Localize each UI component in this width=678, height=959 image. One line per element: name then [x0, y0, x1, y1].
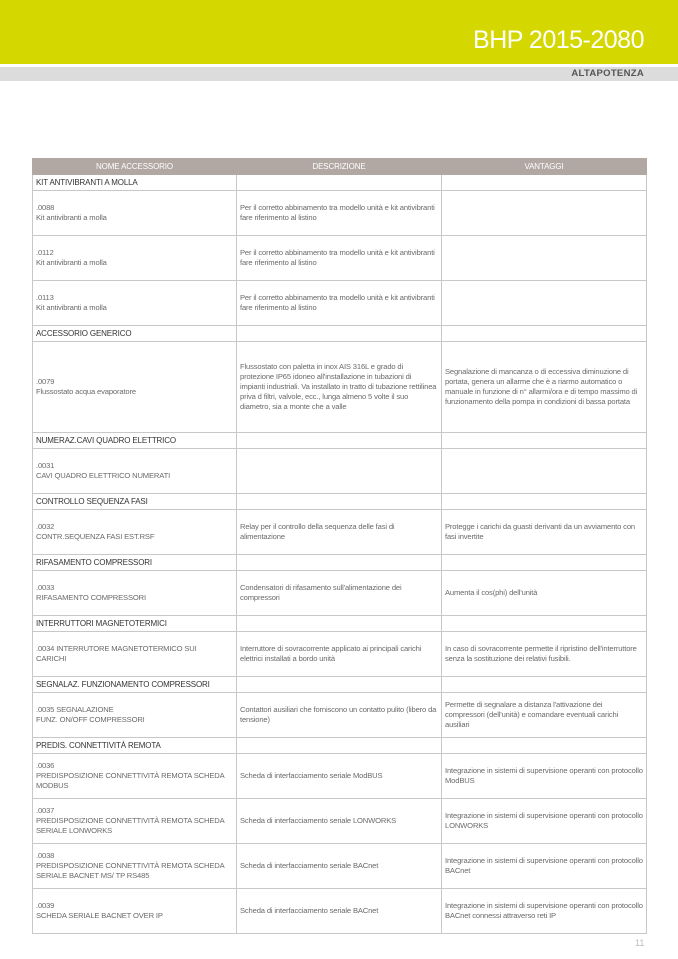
- empty-cell: [237, 175, 442, 191]
- accessory-name-cell: [33, 281, 237, 326]
- section-title: INTERRUTTORI MAGNETOTERMICI: [33, 616, 237, 632]
- accessory-name-cell: [33, 571, 237, 616]
- advantages-cell: Permette di segnalare a distanza l'attivazione dei compressori (dell'unità) e comandare eventuali carichi ausiliari: [442, 693, 647, 738]
- description-cell: Contattori ausiliari che forniscono un contatto pulito (libero da tensione): [237, 693, 442, 738]
- empty-cell: [237, 494, 442, 510]
- accessory-code: .0033: [36, 583, 55, 592]
- accessory-code: .0039: [36, 901, 55, 910]
- accessory-code: .0032: [36, 522, 55, 531]
- accessory-name-cell: [33, 191, 237, 236]
- table-row: [33, 342, 647, 433]
- section-title: RIFASAMENTO COMPRESSORI: [33, 555, 237, 571]
- accessory-name: Kit antivibranti a molla: [36, 213, 107, 222]
- accessory-name: CARICHI: [36, 654, 67, 663]
- advantages-cell: Aumenta il cos(phi) dell'unità: [442, 571, 647, 616]
- accessory-name: PREDISPOSIZIONE CONNETTIVITÀ REMOTA SCHEDA SERIALE LONWORKS: [36, 816, 225, 835]
- empty-cell: [442, 175, 647, 191]
- empty-cell: [442, 494, 647, 510]
- table-row: [33, 844, 647, 889]
- table-row: [33, 281, 647, 326]
- description-cell: Scheda di interfacciamento seriale ModBUS: [237, 754, 442, 799]
- accessory-code: .0112: [36, 248, 54, 257]
- advantages-cell: In caso di sovracorrente permette il ripristino dell'interruttore senza la sostituzione dei relativi fusibili.: [442, 632, 647, 677]
- accessory-name-cell: [33, 889, 237, 934]
- header-banner: [0, 0, 678, 64]
- section-title: NUMERAZ.CAVI QUADRO ELETTRICO: [33, 433, 237, 449]
- section-title: SEGNALAZ. FUNZIONAMENTO COMPRESSORI: [33, 677, 237, 693]
- accessory-code: .0031: [36, 461, 55, 470]
- column-header-description: DESCRIZIONE: [237, 159, 442, 175]
- advantages-cell: Integrazione in sistemi di supervisione operanti con protocollo LONWORKS: [442, 799, 647, 844]
- section-row: [33, 175, 647, 191]
- accessory-name-cell: [33, 754, 237, 799]
- table-row: [33, 510, 647, 555]
- advantages-cell: [442, 191, 647, 236]
- empty-cell: [442, 738, 647, 754]
- description-cell: Scheda di interfacciamento seriale LONWORKS: [237, 799, 442, 844]
- section-row: [33, 326, 647, 342]
- advantages-cell: Integrazione in sistemi di supervisione operanti con protocollo BACnet: [442, 844, 647, 889]
- accessory-name: FUNZ. ON/OFF COMPRESSORI: [36, 715, 145, 724]
- accessory-code: .0037: [36, 806, 55, 815]
- table-row: [33, 632, 647, 677]
- empty-cell: [442, 326, 647, 342]
- advantages-cell: Integrazione in sistemi di supervisione operanti con protocollo ModBUS: [442, 754, 647, 799]
- accessory-name: CONTR.SEQUENZA FASI EST.RSF: [36, 532, 155, 541]
- accessory-name-cell: [33, 236, 237, 281]
- accessory-name: Kit antivibranti a molla: [36, 258, 107, 267]
- column-header-advantages: VANTAGGI: [442, 159, 647, 175]
- subheader-band: [0, 67, 678, 81]
- description-cell: Per il corretto abbinamento tra modello unità e kit antivibranti fare riferimento al listino: [237, 191, 442, 236]
- table-row: [33, 889, 647, 934]
- table-row: [33, 449, 647, 494]
- description-cell: Per il corretto abbinamento tra modello unità e kit antivibranti fare riferimento al listino: [237, 236, 442, 281]
- section-row: [33, 677, 647, 693]
- accessory-name: Flussostato acqua evaporatore: [36, 387, 136, 396]
- description-cell: Flussostato con paletta in inox AIS 316L e grado di protezione IP65 idoneo all'installazione in tubazioni di impianti industriali. Va installato in tratto di tubazione rettilinea priva d filtri, valvole, ecc., lunga almeno 5 volte il suo diametro, sia a monte che a valle: [237, 342, 442, 433]
- empty-cell: [442, 555, 647, 571]
- accessory-name: SCHEDA SERIALE BACNET OVER IP: [36, 911, 163, 920]
- table-row: [33, 693, 647, 738]
- accessory-name-cell: [33, 342, 237, 433]
- accessory-name-cell: [33, 632, 237, 677]
- accessory-code: .0038: [36, 851, 55, 860]
- description-cell: [237, 449, 442, 494]
- advantages-cell: Integrazione in sistemi di supervisione operanti con protocollo BACnet connessi attraverso reti IP: [442, 889, 647, 934]
- accessory-code: .0113: [36, 293, 54, 302]
- accessory-name-cell: [33, 693, 237, 738]
- accessories-table: [32, 158, 647, 934]
- section-row: [33, 555, 647, 571]
- accessory-name: PREDISPOSIZIONE CONNETTIVITÀ REMOTA SCHEDA MODBUS: [36, 771, 225, 790]
- section-title: KIT ANTIVIBRANTI A MOLLA: [33, 175, 237, 191]
- accessory-code: .0088: [36, 203, 55, 212]
- description-cell: Interruttore di sovracorrente applicato ai principali carichi elettrici installati a bordo unità: [237, 632, 442, 677]
- section-title: PREDIS. CONNETTIVITÀ REMOTA: [33, 738, 237, 754]
- column-header-name: NOME ACCESSORIO: [33, 159, 237, 175]
- table-header-row: [33, 159, 647, 175]
- empty-cell: [442, 616, 647, 632]
- table-row: [33, 236, 647, 281]
- description-cell: Per il corretto abbinamento tra modello unità e kit antivibranti fare riferimento al listino: [237, 281, 442, 326]
- empty-cell: [442, 433, 647, 449]
- accessory-code: .0079: [36, 377, 55, 386]
- advantages-cell: Protegge i carichi da guasti derivanti da un avviamento con fasi invertite: [442, 510, 647, 555]
- advantages-cell: [442, 449, 647, 494]
- accessory-code: .0035 SEGNALAZIONE: [36, 705, 114, 714]
- description-cell: Condensatori di rifasamento sull'alimentazione dei compressori: [237, 571, 442, 616]
- section-row: [33, 616, 647, 632]
- empty-cell: [237, 555, 442, 571]
- document-title: BHP 2015-2080: [473, 26, 644, 54]
- accessory-code: .0036: [36, 761, 55, 770]
- accessory-name: Kit antivibranti a molla: [36, 303, 107, 312]
- section-row: [33, 494, 647, 510]
- advantages-cell: [442, 236, 647, 281]
- empty-cell: [237, 738, 442, 754]
- section-row: [33, 433, 647, 449]
- table-row: [33, 571, 647, 616]
- empty-cell: [237, 616, 442, 632]
- accessory-name-cell: [33, 844, 237, 889]
- table-body: [33, 175, 647, 934]
- table-row: [33, 191, 647, 236]
- advantages-cell: Segnalazione di mancanza o di eccessiva diminuzione di portata, genera un allarme che è a riarmo automatico o manuale in funzione di n° allarmi/ora e di tempo massimo di funzionamento della pompa in condizioni di bassa portata: [442, 342, 647, 433]
- page-number: 11: [635, 938, 645, 948]
- accessory-name: CAVI QUADRO ELETTRICO NUMERATI: [36, 471, 171, 480]
- table-row: [33, 799, 647, 844]
- table-row: [33, 754, 647, 799]
- description-cell: Scheda di interfacciamento seriale BACnet: [237, 889, 442, 934]
- accessory-name: RIFASAMENTO COMPRESSORI: [36, 593, 146, 602]
- empty-cell: [237, 326, 442, 342]
- accessory-name-cell: [33, 799, 237, 844]
- section-title: ACCESSORIO GENERICO: [33, 326, 237, 342]
- accessory-code: .0034 INTERRUTORE MAGNETOTERMICO SUI: [36, 644, 197, 653]
- accessory-name-cell: [33, 449, 237, 494]
- description-cell: Scheda di interfacciamento seriale BACnet: [237, 844, 442, 889]
- empty-cell: [442, 677, 647, 693]
- section-title: CONTROLLO SEQUENZA FASI: [33, 494, 237, 510]
- advantages-cell: [442, 281, 647, 326]
- accessory-name-cell: [33, 510, 237, 555]
- accessory-name: PREDISPOSIZIONE CONNETTIVITÀ REMOTA SCHEDA SERIALE BACNET MS/ TP RS485: [36, 861, 225, 880]
- empty-cell: [237, 433, 442, 449]
- section-label: ALTAPOTENZA: [571, 68, 644, 79]
- description-cell: Relay per il controllo della sequenza delle fasi di alimentazione: [237, 510, 442, 555]
- section-row: [33, 738, 647, 754]
- empty-cell: [237, 677, 442, 693]
